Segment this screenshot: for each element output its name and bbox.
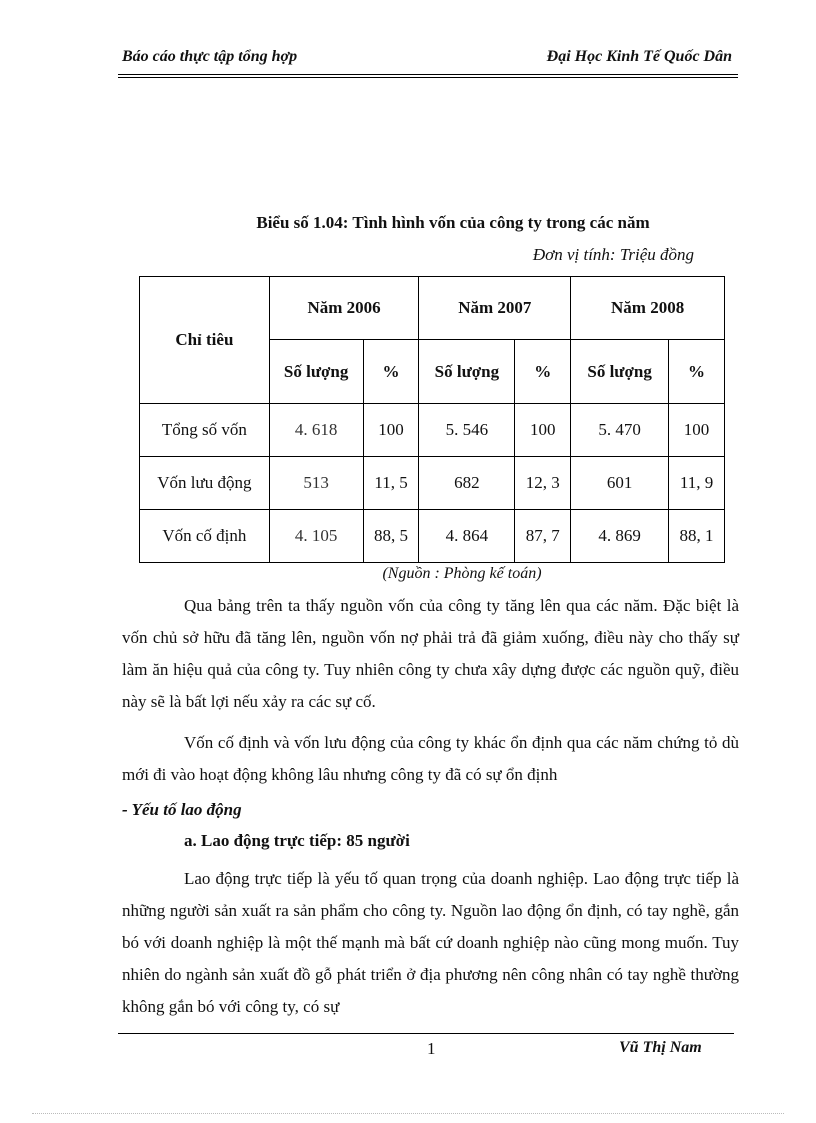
table-cell: 100 (669, 404, 725, 457)
table-cell: 100 (515, 404, 571, 457)
table-cell: 11, 9 (669, 457, 725, 510)
header-right: Đại Học Kinh Tế Quốc Dân (546, 48, 732, 65)
paragraph-1: Qua bảng trên ta thấy nguồn vốn của công ty tăng lên qua các năm. Đặc biệt là vốn chủ sở hữu đã tăng lên, nguồn vốn nợ phải trả đã giảm xuống, điều này cho thấy sự làm ăn hiệu quả của công ty. Tuy nhiên công ty chưa xây dựng được các nguồn quỹ, điều này sẽ là bất lợi nếu xảy ra các sự cố. (122, 596, 739, 711)
unit-label: Đơn vị tính: Triệu đồng (532, 245, 694, 264)
table-row (140, 457, 725, 510)
sub-header-quantity: Số lượng (571, 340, 669, 404)
table-row (140, 404, 725, 457)
sub-header-quantity: Số lượng (419, 340, 515, 404)
table-cell: 5. 470 (571, 404, 669, 457)
sub-header-quantity: Số lượng (269, 340, 363, 404)
table-cell: 4. 864 (419, 510, 515, 563)
table-cell: 5. 546 (419, 404, 515, 457)
year-header: Năm 2006 (269, 277, 419, 340)
row-label: Tổng số vốn (140, 404, 270, 457)
paragraph-2: Vốn cố định và vốn lưu động của công ty khác ổn định qua các năm chứng tỏ dù mới đi vào hoạt động không lâu nhưng công ty đã có sự ổn định (122, 733, 739, 784)
section-heading: - Yếu tố lao động (122, 800, 242, 819)
table-cell: 88, 1 (669, 510, 725, 563)
table-caption: Biểu số 1.04: Tình hình vốn của công ty trong các năm (256, 213, 650, 232)
subsection-heading: a. Lao động trực tiếp: 85 người (184, 831, 410, 850)
table-cell: 100 (363, 404, 419, 457)
page-number: 1 (427, 1039, 436, 1058)
table-cell: 88, 5 (363, 510, 419, 563)
table-cell: 87, 7 (515, 510, 571, 563)
table-cell: 601 (571, 457, 669, 510)
year-header: Năm 2007 (419, 277, 571, 340)
table-cell: 682 (419, 457, 515, 510)
table-cell: 4. 105 (269, 510, 363, 563)
table-row (140, 510, 725, 563)
paragraph-3: Lao động trực tiếp là yếu tố quan trọng của doanh nghiệp. Lao động trực tiếp là những người sản xuất ra sản phẩm cho công ty. Nguồn lao động ổn định, có tay nghề, gắn bó với doanh nghiệp là một thế mạnh mà bất cứ doanh nghiệp nào cũng mong muốn. Tuy nhiên do ngành sản xuất đồ gỗ phát triển ở địa phương nên công nhân có tay nghề thường không gắn bó với công ty, có sự (122, 869, 739, 1016)
table-cell: 12, 3 (515, 457, 571, 510)
footer-author: Vũ Thị Nam (619, 1039, 702, 1056)
table-source: (Nguồn : Phòng kế toán) (382, 565, 542, 582)
sub-header-percent: % (669, 340, 725, 404)
table-cell: 4. 869 (571, 510, 669, 563)
footer-rule (118, 1033, 734, 1034)
year-header: Năm 2008 (571, 277, 725, 340)
row-header: Chỉ tiêu (140, 277, 270, 404)
row-label: Vốn cố định (140, 510, 270, 563)
table-cell: 11, 5 (363, 457, 419, 510)
header-left: Báo cáo thực tập tổng hợp (122, 48, 298, 65)
capital-table (139, 276, 725, 563)
row-label: Vốn lưu động (140, 457, 270, 510)
table-cell: 4. 618 (269, 404, 363, 457)
header-rule (118, 74, 738, 78)
sub-header-percent: % (515, 340, 571, 404)
page-break-line (32, 1113, 784, 1114)
sub-header-percent: % (363, 340, 419, 404)
table-cell: 513 (269, 457, 363, 510)
